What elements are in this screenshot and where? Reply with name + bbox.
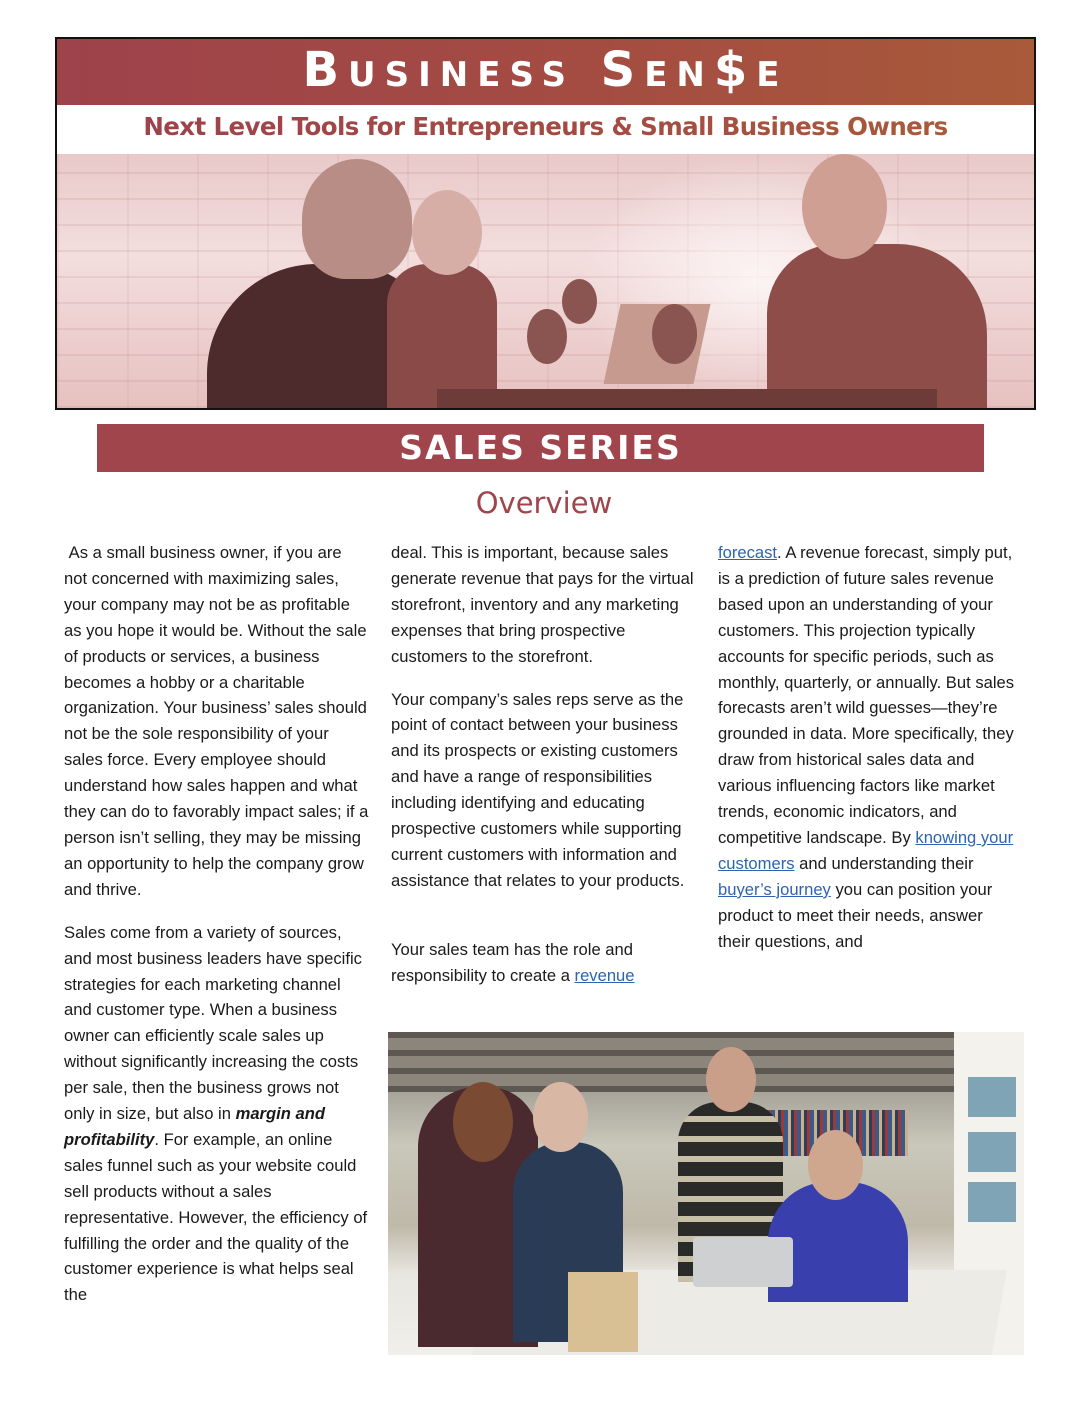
paragraph-text: Your sales team has the role and responsibility to create a <box>391 939 633 985</box>
paragraph-text: Sales come from a variety of sources, and most business leaders have specific strategies for each marketing channel and customer type. When a business owner can efficiently scale sales up without significantly increasing the costs per sale, then the business grows not only in size, but also in <box>64 922 362 1124</box>
paragraph-text: and understanding their <box>794 853 974 873</box>
paragraph: Your company’s sales reps serve as the point of contact between your business and its prospects or existing customers and have a range of responsibilities including identifying and educating prospective customers while supporting current customers with information and assistance that relates to your products. <box>391 689 685 890</box>
revenue-forecast-link[interactable]: revenue <box>574 965 635 985</box>
woman-blue-head <box>808 1130 863 1200</box>
paragraph: As a small business owner, if you are not concerned with maximizing sales, your company may not be as profitable as you hope it would be. Without the sale of products or services, a business becomes a hobby or a charitable organization. Your business’ sales should not be the sole responsibility of your sales force. Every employee should understand how sales happen and what they can do to favorably impact sales; if a person isn’t selling, they may be missing an opportunity to help the company grow and thrive. <box>64 543 374 899</box>
series-title: SALES SERIES <box>399 427 682 467</box>
series-banner <box>97 424 984 472</box>
man-sweater-head <box>706 1047 756 1112</box>
woman-back-head <box>302 159 412 279</box>
laptop-shape <box>693 1237 793 1287</box>
masthead-title-bar <box>57 39 1034 105</box>
counter <box>437 389 937 408</box>
young-woman-figure <box>767 244 987 408</box>
wall-picture <box>968 1182 1016 1222</box>
buyers-journey-link[interactable]: buyer’s journey <box>718 879 831 899</box>
column-1 <box>64 540 374 1325</box>
older-woman-figure <box>387 264 497 408</box>
paragraph <box>391 937 701 989</box>
older-woman-head <box>412 190 482 275</box>
team-meeting-photo <box>388 1032 1024 1355</box>
publication-title: Business Sen$e <box>302 42 789 98</box>
column-2 <box>391 540 701 1006</box>
yarn-skein <box>527 309 567 364</box>
young-woman-head <box>802 154 887 259</box>
spacer <box>391 911 701 937</box>
publication-subtitle: Next Level Tools for Entrepreneurs & Small Business Owners <box>143 112 948 141</box>
wall-picture <box>968 1077 1016 1117</box>
subtitle-row <box>57 105 1034 154</box>
paragraph <box>718 540 1016 955</box>
yarn-skein <box>652 304 697 364</box>
wooden-model <box>568 1272 638 1352</box>
knowing-your-customers-link[interactable]: knowing your customers <box>718 827 1014 873</box>
column-3 <box>718 540 1016 972</box>
paragraph: deal. This is important, because sales generate revenue that pays for the virtual storefront, inventory and any marketing expenses that bring prospective customers to the storefront. <box>391 543 694 666</box>
man-vest-head <box>533 1082 588 1152</box>
section-heading: Overview <box>475 486 613 520</box>
hero-photo <box>57 154 1034 408</box>
paragraph-text: you can position your product to meet their needs, answer their questions, and <box>718 879 993 951</box>
paragraph <box>64 920 369 1309</box>
yarn-skein <box>562 279 597 324</box>
woman-maroon-head <box>453 1082 513 1162</box>
emphasis-text: margin and profitability <box>64 1104 325 1149</box>
wall-picture <box>968 1132 1016 1172</box>
paragraph-text: . A revenue forecast, simply put, is a prediction of future sales revenue based upon an understanding of your customers. This projection typically accounts for specific periods, such as monthly, quarterly, or annually. But sales forecasts aren’t wild guesses—they’re grounded in data. More specifically, they draw from historical sales data and various influencing factors like market trends, economic indicators, and competitive landscape. By <box>718 543 1015 847</box>
masthead <box>55 37 1036 410</box>
paragraph-text: . For example, an online sales funnel such as your website could sell products without a sales representative. However, the efficiency of fulfilling the order and the quality of the customer experience is what helps seal the <box>64 1129 368 1305</box>
forecast-link[interactable]: forecast <box>718 543 778 562</box>
